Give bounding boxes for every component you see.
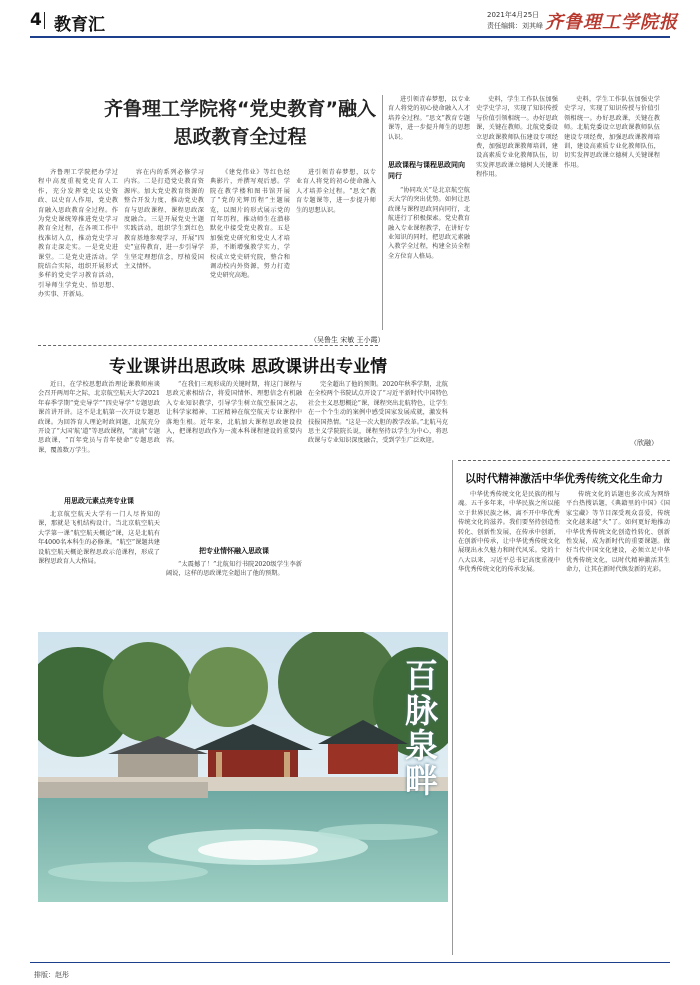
photo-illustration (38, 632, 448, 902)
section-title: 教育汇 (54, 15, 105, 35)
header-rule (30, 36, 670, 38)
article1-col3-text: 《建党伟业》等红色经典影片，并撰写观后感。学院在教学楼和图书馆开展了“党的光辉历程”主题展览，以图片的形式展示党的百年历程，推动师生在潜移默化中接受党史教育。五是加强党史研究和党史人才培养，不断增强教学实力，学校成立党史研究院，整合和调动校内外资源，努力打造党史研究高地。 (210, 169, 290, 280)
article2-subhead-1: 用思政元素点亮专业课 (64, 497, 134, 505)
article2-col3-text: 完全超出了他的预期。2020年秋季学期，北航在全校两个书院试点开设了“习近平新时代中国特色社会主义思想概论”课，课程突出北航特色，让学生在一个个生动的案例中感受国家发展成就，激发科技报国热情。“这是一次大胆的教学改革。”北航马克思主义学院院长说，课程坚持以学生为中心，将思政课与专业知识深度融合，受到学生广泛欢迎。 (308, 381, 448, 445)
article2-subhead-2: 把专业情怀融入思政课 (199, 547, 269, 555)
side-col2-text: 史料，学生工作队伍加强史学史学习，实现了知识传授与价值引领相统一。办好思政课，关键在教师。北航党委设立思政课教师队伍建设专项经费，加强思政课教师培训，建设高素质专业化教师队伍，切实发挥思政课立德树人关键课程作用。 (476, 96, 558, 179)
side-byline: （欣融） (630, 439, 658, 447)
article1-byline: （吴鲁生 宋敏 王小霞） (310, 336, 385, 344)
side-column-2 (476, 95, 558, 440)
article1-col2-text: 容在内的系列必修学习内容。二是打造党史教育资源库。加大党史教育资源的整合开发力度，推动党史教育与思政课程、课程思政深度融合。三是开展党史主题实践活动，组织学生到红色教育基地参观学习，开展“四史”宣传教育，进一步引导学生坚定理想信念，厚植爱国主义情怀。 (124, 169, 204, 271)
article1-column-4 (296, 168, 376, 328)
header-divider (44, 12, 45, 29)
article1-title-line2: 思政教育全过程 (173, 126, 307, 148)
baimai-spring-photo (38, 632, 448, 902)
responsible-editor: 责任编辑：刘其峰 (487, 22, 543, 30)
article1-title-line1: 齐鲁理工学院将“党史教育”融入 (104, 98, 376, 120)
article2-column-2b (166, 560, 302, 628)
side-intro-text: 进引领青春梦想，以专业育人将党的初心使命融入人才培养全过程。“思文”教育专题课等，进一步提升师生的思想认识。 (388, 96, 470, 141)
article1-column-2 (124, 168, 204, 346)
article1-col4-text: 进引领青春梦想，以专业育人将党的初心使命融入人才培养全过程。“思文”教育专题课等，进一步提升师生的思想认识。 (296, 169, 376, 214)
article1-column-1 (38, 168, 118, 346)
side-col3-text: 史料，学生工作队伍加强史学史学习，实现了知识传授与价值引领相统一。办好思政课，关键在教师。北航党委设立思政课教师队伍建设专项经费，加强思政课教师培训，建设高素质专业化教师队伍，切实发挥思政课立德树人关键课程作用。 (564, 96, 660, 169)
article3-col2-text: 传统文化的话题也多次成为网络平台热搜话题，《典籍里的中国》《国家宝藏》等节目深受观众喜爱，传统文化越来越“火”了。如何更好地推动中华优秀传统文化创造性转化、创新性发展，成为新时代的重要课题。做好当代中国文化建设，必须立足中华优秀传统文化，以时代精神激活其生命力，让其在新时代焕发新的光彩。 (566, 491, 670, 574)
footer-rule (30, 962, 670, 963)
article3-column-1 (458, 490, 560, 952)
side-intro (388, 95, 470, 155)
column-divider (382, 95, 383, 330)
side-column-3 (564, 95, 660, 440)
article2-col1b-text: 北京航空航天大学有一门人尽皆知的课，那就是飞机结构设计。当北京航空航天大学第一课“航空航天概论”课，这是北航有年4000名本科生的必修课。“航空”课题共建设航空航天概论课程思政示范课程，形成了课程思政育人大格局。 (38, 511, 160, 566)
article1-col1-text: 齐鲁理工学院把办学过程中高度重视党史育人工作，充分发挥党史以史资政、以史育人作用，党史教育融入思政教育全过程。作为党史课统筹推进党史学习教育全过程，在各项工作中找准切入点，推动党史学习教育走深走实。一是党史进课堂。二是党史进活动。学院结合实际，组织开展形式多样的党史学习教育活动，引导师生学党史、悟思想、办实事、开新局。 (38, 169, 118, 299)
side-col1-text: “协同攻关”是北京航空航天大学的突出优势。如何让思政课与课程思政同向同行，北航进行了积极探索。党史教育融入专业课程教学，在讲好专业知识的同时，把思政元素融入教学全过程，构建全员全程全方位育人格局。 (388, 187, 470, 260)
article3-column-2 (566, 490, 670, 952)
article2-col2-text: “在我们三观形成的关键时期，将这门课程与思政元素相结合，将爱国情怀、理想信念有机融入专业知识教学，引导学生树立航空报国之志，让科学家精神、工匠精神在航空航天专业课程中落地生根。近年来，北航加大课程思政建设投入，把课程思政作为一流本科课程建设的重要内容。 (166, 381, 302, 445)
article3-col1-text: 中华优秀传统文化是民族的根与魂。五千多年来，中华民族之所以能立于世界民族之林，离不开中华优秀传统文化的滋养。我们要坚持创造性转化、创新性发展，在传承中创新，在创新中传承，让中华优秀传统文化展现出永久魅力和时代风采。党的十八大以来，习近平总书记高度重视中华优秀传统文化的传承发展。 (458, 491, 560, 574)
article3-title: 以时代精神激活中华优秀传统文化生命力 (465, 472, 663, 485)
newspaper-masthead: 齐鲁理工学院报 (545, 12, 678, 33)
article2-col1-text: 近日，在学校思想政治理论课教师座谈会召开两周年之际，北京航空航天大学2021年春季学期“党史导学”“四史导学”专题思政课首讲开讲。这不是北航第一次开设专题思政课。为回答育人理论时政问题，北航充分开设了“大国‘航’道”等思政课程，“流淌”专题思政课，“百年党员与青年使命”专题思政课，覆盖数万学生。 (38, 381, 160, 454)
article1-column-3 (210, 168, 290, 346)
article2-col2b-text: “太震撼了！”北航知行书院2020级学生李新阔说，这样的思政课完全超出了他的预期。 (166, 561, 302, 578)
page-number: 4 (30, 10, 42, 30)
article2-column-1 (38, 380, 160, 492)
article2-title: 专业课讲出思政味 思政课讲出专业情 (109, 357, 387, 377)
issue-date: 2021年4月25日 (487, 11, 540, 19)
layout-credit: 排版：赵彤 (34, 971, 69, 979)
photo-calligraphy: 百脉泉畔 (400, 658, 439, 798)
article-separator (38, 345, 378, 346)
article3-top-rule (458, 460, 670, 461)
side-subhead: 思政课程与课程思政同向同行 (388, 161, 465, 180)
article2-column-3 (308, 380, 448, 628)
article3-divider (452, 460, 453, 955)
article2-column-1b (38, 510, 160, 628)
article2-column-2 (166, 380, 302, 542)
